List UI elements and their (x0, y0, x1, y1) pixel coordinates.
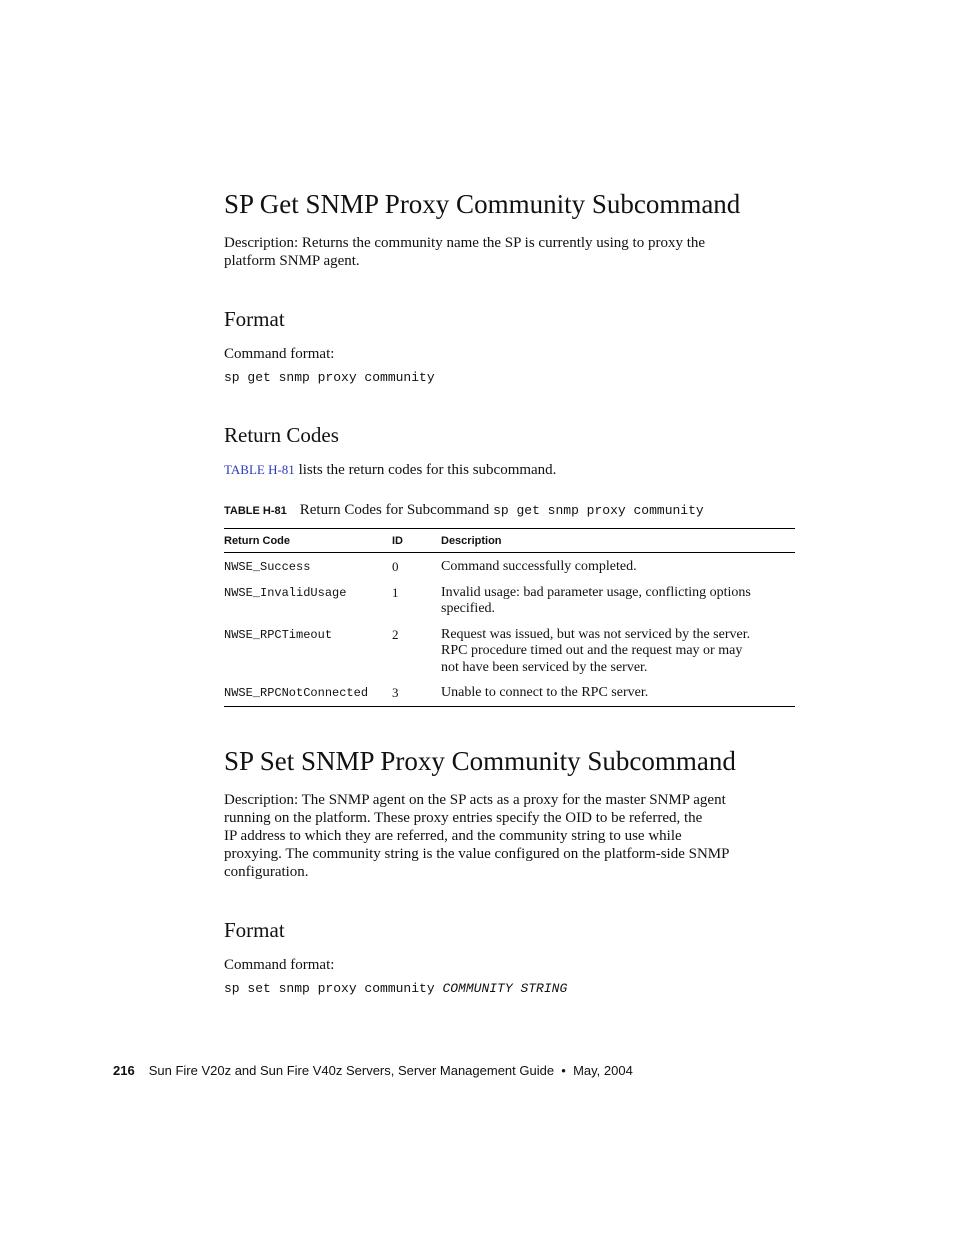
table-row (224, 685, 795, 706)
section2-description-line: IP address to which they are referred, and the community string to use while (224, 828, 682, 844)
description-line: specified. (441, 601, 496, 616)
section2-command-format-label: Command format: (224, 957, 335, 973)
return-codes-table (224, 528, 795, 707)
section1-format-heading: Format (224, 307, 285, 331)
footer-text: Sun Fire V20z and Sun Fire V40z Servers, Server Management Guide • May, 2004 (148, 1063, 633, 1078)
return-code-cell: NWSE_RPCNotConnected (224, 686, 369, 700)
description-line: Command successfully completed. (441, 559, 637, 574)
description-line: not have been serviced by the server. (441, 659, 648, 675)
section1-description-line2: platform SNMP agent. (224, 253, 360, 269)
return-codes-heading: Return Codes (224, 423, 339, 447)
table-caption (224, 501, 704, 519)
section2-format-heading: Format (224, 918, 285, 942)
description-cell (441, 685, 795, 706)
page-number: 216 (113, 1063, 135, 1078)
section1-command: sp get snmp proxy community (224, 370, 435, 385)
description-line: RPC procedure timed out and the request may or may (441, 643, 743, 658)
section1-title: SP Get SNMP Proxy Community Subcommand (224, 189, 741, 219)
id-cell: 1 (392, 584, 399, 600)
return-code-cell: NWSE_InvalidUsage (224, 585, 347, 600)
return-code-cell: NWSE_Success (224, 560, 311, 574)
table-row (224, 553, 795, 585)
return-code-cell: NWSE_RPCTimeout (224, 627, 333, 642)
table-caption-label: TABLE H-81 (224, 505, 287, 517)
section2-command-text: sp set snmp proxy community (224, 981, 443, 996)
description-cell (441, 627, 795, 686)
id-cell: 3 (392, 685, 399, 700)
section2-title: SP Set SNMP Proxy Community Subcommand (224, 746, 736, 776)
table-caption-text: Return Codes for Subcommand (299, 502, 494, 518)
return-codes-intro-text: lists the return codes for this subcommand. (294, 462, 557, 478)
id-cell: 2 (392, 626, 399, 642)
section2-command-arg: COMMUNITY STRING (442, 981, 568, 996)
header-id: ID (392, 529, 441, 553)
section2-command (224, 981, 567, 997)
section2-description-line: proxying. The community string is the value configured on the platform-side SNMP (224, 846, 730, 862)
table-row (224, 585, 795, 627)
description-line: Invalid usage: bad parameter usage, conflicting options (441, 584, 751, 600)
header-return-code: Return Code (224, 529, 392, 553)
section1-command-format-label: Command format: (224, 346, 335, 362)
section2-description-line: running on the platform. These proxy entries specify the OID to be referred, the (224, 810, 703, 826)
section2-description (224, 791, 729, 881)
page-footer (113, 1063, 633, 1078)
table-row (224, 627, 795, 686)
section2-description-line: Description: The SNMP agent on the SP acts as a proxy for the master SNMP agent (224, 792, 726, 808)
id-cell: 0 (392, 559, 399, 574)
table-h81-link[interactable]: TABLE H-81 (224, 462, 295, 477)
table-caption-code: sp get snmp proxy community (493, 503, 704, 518)
table-header-row (224, 529, 795, 553)
description-cell (441, 585, 795, 627)
section2-description-line: configuration. (224, 864, 309, 880)
header-description: Description (441, 529, 795, 553)
description-cell (441, 553, 795, 585)
return-codes-intro (224, 461, 556, 479)
section1-description-line1: Description: Returns the community name the SP is currently using to proxy the (224, 235, 706, 251)
description-line: Request was issued, but was not serviced by the server. (441, 626, 751, 642)
description-line: Unable to connect to the RPC server. (441, 685, 649, 700)
